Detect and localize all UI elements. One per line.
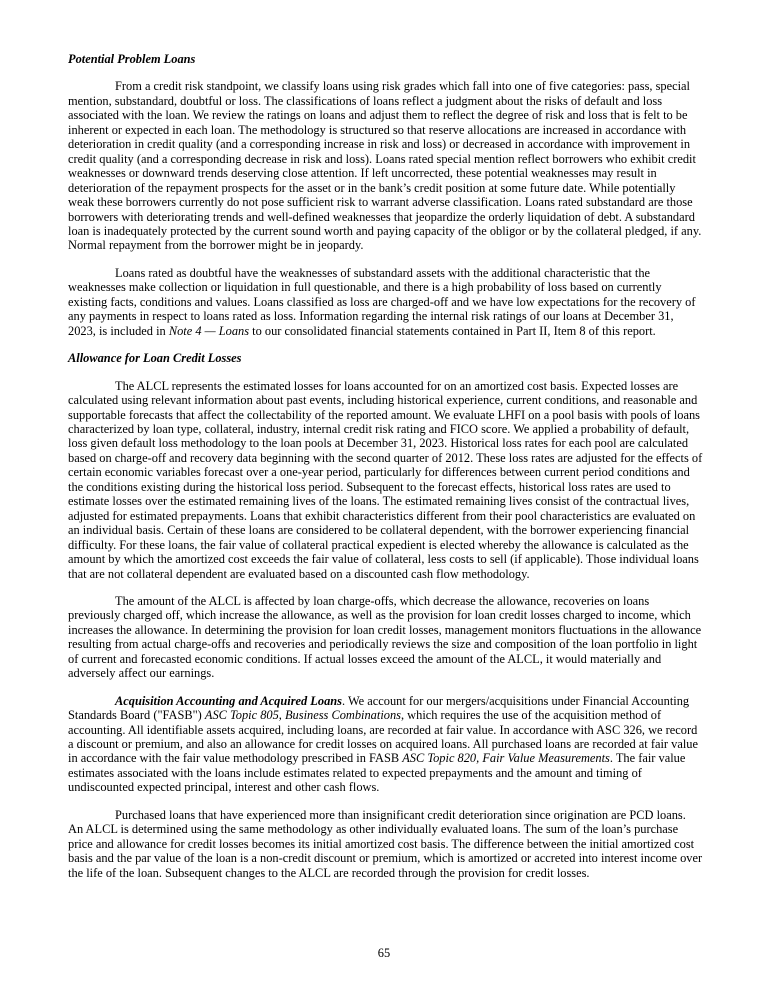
paragraph-text: Loans rated as doubtful have the weaknesses of substandard assets with the additional characteristic that the weaknesses make collection or liquidation in full questionable, and there is a high probability of loss based on currently existing facts, conditions and values. Loans classified as loss are charged-off and we have low expectations for the recovery of any payments in respect to loans rated as loss. Information regarding the internal risk ratings of our loans at December 31, 2023, is included in — [68, 265, 696, 338]
paragraph-acquisition-accounting — [68, 694, 703, 795]
paragraph-text: to our consolidated financial statements contained in Part II, Item 8 of this report. — [249, 323, 656, 338]
paragraph-risk-grades: From a credit risk standpoint, we classify loans using risk grades which fall into one of five categories: pass, special mention, substandard, doubtful or loss. The classifications of loans reflect a judgment about the risks of default and loss associated with the loan. We review the ratings on loans and adjust them to reflect the degree of risk and loss that is felt to be inherent or expected in each loan. The methodology is structured so that reserve allocations are increased in accordance with deterioration in credit quality (and a corresponding increase in risk and loss) or decreased in accordance with improvement in credit quality (and a corresponding decrease in risk and loss). Loans rated special mention reflect borrowers who exhibit credit weaknesses or downward trends deserving close attention. If left uncorrected, these potential weaknesses may result in deterioration of the repayment prospects for the asset or in the bank’s credit position at some future date. While potentially weak these borrowers currently do not pose sufficient risk to warrant adverse classification. Loans rated substandard are those borrowers with deteriorating trends and well-defined weaknesses that jeopardize the orderly liquidation of debt. A substandard loan is inadequately protected by the current sound worth and paying capacity of the obligor or by the collateral pledged, if any. Normal repayment from the borrower might be in jeopardy. — [68, 79, 702, 253]
page-number: 65 — [377, 946, 391, 960]
paragraph-pcd-loans: Purchased loans that have experienced more than insignificant credit deterioration since origination are PCD loans. An ALCL is determined using the same methodology as other individually evaluated loans. The sum of the loan’s purchase price and allowance for credit losses becomes its initial amortized cost basis. The difference between the initial amortized cost basis and the par value of the loan is a non-credit discount or premium, which is amortized or accreted into interest income over the life of the loan. Subsequent changes to the ALCL are recorded through the provision for credit losses. — [68, 807, 703, 880]
note-4-loans-reference: Note 4 — Loans — [168, 323, 250, 338]
paragraph-doubtful-loss — [68, 266, 703, 338]
heading-potential-problem-loans: Potential Problem Loans — [68, 52, 196, 66]
heading-allowance-for-loan-credit-losses: Allowance for Loan Credit Losses — [68, 351, 242, 366]
acquisition-accounting-lead-phrase: Acquisition Accounting and Acquired Loans — [115, 693, 342, 708]
paragraph-text: , which requires the use of the acquisition method of accounting. All identifiable assets acquired, including loans, are recorded at fair value. In accordance with ASC 326, we record a discount or premium, and also an allowance for credit losses on acquired loans. All purchased loans are recorded at fair value in accordance with the fair value methodology prescribed in FASB — [68, 708, 698, 766]
paragraph-alcl-methodology: The ALCL represents the estimated losses for loans accounted for on an amortized cost basis. Expected losses are calculated using relevant information about past events, including historical experience, current conditions, and reasonable and supportable forecasts that affect the collectability of the reported amount. We evaluate LHFI on a pool basis with pools of loans characterized by loan type, collateral, industry, internal credit risk rating and FICO score. We applied a probability of default, loss given default loss methodology to the loan pools at December 31, 2023. Historical loss rates for each pool are calculated based on charge-off and recovery data beginning with the second quarter of 2012. These loss rates are adjusted for the effects of certain economic variables forecast over a one-year period, particularly for differences between current period conditions and the conditions existing during the historical loss period. Subsequent to the forecast effects, historical loss rates are used to estimate losses over the estimated remaining lives of the loans. The estimated remaining lives consist of the contractual lives, adjusted for estimated prepayments. Loans that exhibit characteristics different from their pool characteristics are evaluated on an individual basis. Certain of these loans are considered to be collateral dependent, with the borrower experiencing financial difficulty. For these loans, the fair value of collateral practical expedient is elected whereby the allowance is calculated as the amount by which the amortized cost exceeds the fair value of collateral, less costs to sell (if applicable). Those individual loans that are not collateral dependent are evaluated based on a discounted cash flow methodology. — [68, 378, 703, 581]
asc-topic-820-reference: ASC Topic 820, Fair Value Measurements — [402, 751, 610, 766]
paragraph-text: . The fair value estimates associated with the loans include estimates related to expected prepayments and the amount and timing of undiscounted expected principal, interest and other cash flows. — [68, 751, 686, 795]
document-body — [68, 52, 703, 880]
asc-topic-805-reference: ASC Topic 805, Business Combinations — [204, 708, 401, 723]
paragraph-text: . We account for our mergers/acquisitions under Financial Accounting Standards Board ("FASB") — [68, 693, 690, 723]
paragraph-alcl-factors: The amount of the ALCL is affected by loan charge-offs, which decrease the allowance, recoveries on loans previously charged off, which increase the allowance, as well as the provision for loan credit losses charged to income, which increases the allowance. In determining the provision for loan credit losses, management monitors fluctuations in the allowance resulting from actual charge-offs and recoveries and periodically reviews the size and composition of the loan portfolio in light of current and forecasted economic conditions. If actual losses exceed the amount of the ALCL, it would materially and adversely affect our earnings. — [68, 593, 702, 681]
